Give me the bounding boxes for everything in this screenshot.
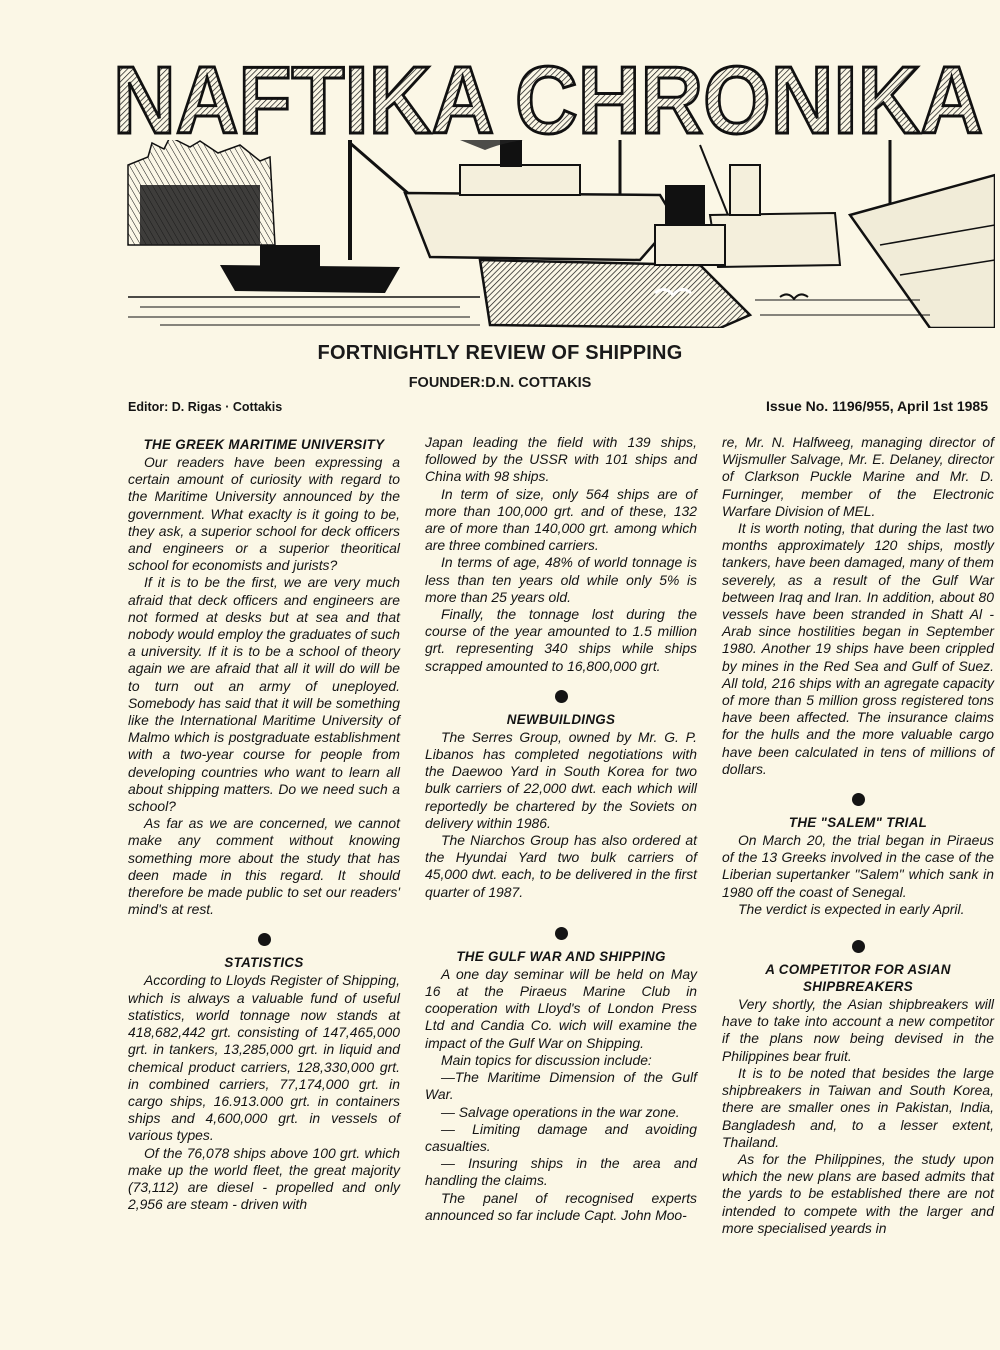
article-paragraph: —The Maritime Dimension of the Gulf War.	[425, 1069, 697, 1103]
article-paragraph: Main topics for discussion include:	[441, 1051, 652, 1068]
article-paragraph: re, Mr. N. Halfweeg, managing director of Wijsmuller Salvage, Mr. E. Delaney, director of Clarkson Puckle Marine and Mr. D. Furninger, member of the Electronic Warfare Division of MEL.	[722, 434, 994, 519]
masthead-illustration	[100, 45, 995, 328]
article-heading: THE GULF WAR AND SHIPPING	[456, 948, 666, 964]
issue-line: Issue No. 1196/955, April 1st 1985	[765, 398, 988, 414]
article-paragraph: If it is to be the first, we are very much afraid that deck officers and engineers are not formed at desks but at sea and that nobody would employ the graduates of such a university. If it is to be a school of theory again we are afraid that all it will do will be to turn out an army of uneployed. Somebody has said that it will be something like the International Maritime University of Malmo which is postgraduate establishment with a two-year course for people from developing countries who want to learn all about shipping matters. Do we need such a school?	[128, 574, 400, 815]
article-paragraph: — Salvage operations in the war zone.	[441, 1103, 680, 1120]
article-paragraph: Our readers have been expressing a certain amount of curiosity with regard to the Maritime University announced by the government. What exaclty is it going to be, they ask, a superior school for deck officers and engineers or a superior theoritical school for economists and jurists?	[128, 454, 400, 574]
article-paragraph: The panel of recognised experts announced so far include Capt. John Moo-	[425, 1189, 697, 1223]
article-paragraph: — Insuring ships in the area and handling the claims.	[425, 1155, 697, 1189]
article-paragraph: It is to be noted that besides the large shipbreakers in Taiwan and South Korea, there are smaller ones in Pakistan, India, Bangladesh and, to a lesser extent, Thailand.	[722, 1064, 994, 1150]
article-paragraph: The Niarchos Group has also ordered at the Hyundai Yard two bulk carriers of 45,000 dwt. each, to be delivered in the first quarter of 1987.	[425, 832, 697, 900]
article-heading: A COMPETITOR FOR ASIAN SHIPBREAKERS	[765, 962, 951, 995]
article-heading: THE "SALEM" TRIAL	[788, 815, 928, 831]
article-paragraph: Finally, the tonnage lost during the course of the year amounted to 1.5 million grt. representing 340 ships while ships scrapped amounted to 16,800,000 grt.	[425, 606, 697, 674]
article-paragraph: As for the Philippines, the study upon which the new plans are based admits that the yards to be established there are not intended to compete with the larger and more specialised yeards in	[722, 1150, 994, 1236]
masthead-subtitle: FORTNIGHTLY REVIEW OF SHIPPING	[317, 342, 683, 364]
article-paragraph: It is worth noting, that during the last two months approximately 120 ships, mostly tankers, have been damaged, many of them severely, as a result of the Gulf War between Iraq and Iran. In addition, about 80 vessels have been stranded in Shatt Al - Arab since hostilities began in September 1980. Another 19 ships have been crippled by mines in the Red Sea and Gulf of Suez. All told, 216 ships with an agregate capacity of more than 5 million gross registered tons have been affected. The insurance claims for the hulls and the more valuable cargo have been calculated in tens of millions of dollars.	[722, 520, 994, 777]
article-paragraph: In terms of age, 48% of world tonnage is less than ten years old while only 5% is more than 25 years old.	[425, 554, 697, 605]
founder-line: FOUNDER:D.N. COTTAKIS	[408, 375, 592, 391]
article-paragraph: A one day seminar will be held on May 16 at the Piraeus Marine Club in cooperation with Lloyd's of London Press Ltd and Candia Co. wich will examine the impact of the Gulf War on Shipping.	[425, 965, 697, 1051]
section-bullet	[555, 927, 568, 940]
article-paragraph: — Limiting damage and avoiding casualties.	[425, 1120, 697, 1154]
article-paragraph: The verdict is expected in early April.	[738, 900, 965, 917]
masthead-title: NAFTIKA CHRONIKA	[113, 47, 983, 154]
article-paragraph: According to Lloyds Register of Shipping, which is always a valuable fund of useful statistics, world tonnage now stands at 418,682,442 grt. consisting of 147,465,000 grt. in tankers, 13,285,000 grt. in liquid and chemical product carriers, 128,330,000 grt. in combined carriers, 77,174,000 grt. in cargo ships, 16.913.000 grt. in containers ships and 4,600,000 grt. in vessels of various types.	[128, 972, 400, 1144]
article-paragraph: Of the 76,078 ships above 100 grt. which make up the world fleet, the great majority (73,112) are diesel - propelled and only 2,956 are steam - driven with	[128, 1144, 400, 1213]
article-paragraph: The Serres Group, owned by Mr. G. P. Libanos has completed negotiations with the Daewoo Yard in South Korea for two bulk carriers of 22,000 dwt. each which will reportedly be chartered by the Soviets on delivery within 1986.	[425, 728, 697, 831]
article-paragraph: On March 20, the trial began in Piraeus of the 13 Greeks involved in the case of the Liberian supertanker "Salem" which sank in 1980 off the coast of Senegal.	[722, 832, 994, 900]
article-paragraph: Very shortly, the Asian shipbreakers will have to take into account a new competitor if the plans now being devised in the Philippines bear fruit.	[722, 996, 994, 1064]
section-bullet	[852, 940, 865, 953]
article-heading: NEWBUILDINGS	[506, 711, 616, 727]
column-3	[722, 434, 994, 1237]
masthead	[100, 45, 995, 328]
article-paragraph: As far as we are concerned, we cannot make any comment without knowing something more about the study that has deen made in this regard. It should therefore be made public to set our readers' mind's at rest.	[128, 815, 400, 918]
article-heading: THE GREEK MARITIME UNIVERSITY	[143, 437, 385, 452]
article-heading: STATISTICS	[224, 955, 304, 971]
article-paragraph: Japan leading the field with 139 ships, followed by the USSR with 101 ships and China with 98 ships.	[425, 434, 697, 485]
section-bullet	[258, 933, 271, 946]
section-bullet	[555, 690, 568, 703]
column-1	[128, 434, 400, 1213]
editor-line: Editor: D. Rigas · Cottakis	[128, 400, 283, 414]
column-2	[425, 434, 697, 1224]
article-paragraph: In term of size, only 564 ships are of more than 100,000 grt. and of these, 132 are of more than 140,000 grt. among which are three combined carriers.	[425, 485, 697, 554]
section-bullet	[852, 793, 865, 806]
